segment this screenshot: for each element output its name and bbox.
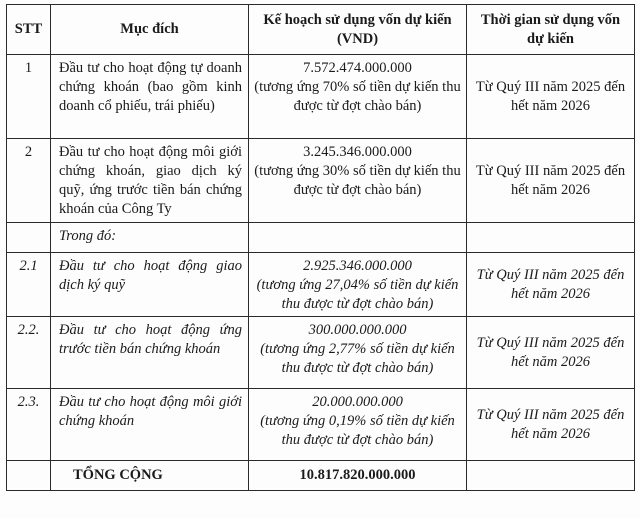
header-plan: Kế hoạch sử dụng vốn dự kiến (VND)	[249, 5, 467, 55]
row-plan	[249, 55, 467, 139]
row-amount: 20.000.000.000	[312, 394, 403, 410]
table-row	[7, 139, 635, 223]
row-amount: 7.572.474.000.000	[303, 60, 412, 76]
total-stt	[7, 461, 51, 491]
row-time: Từ Quý III năm 2025 đến hết năm 2026	[467, 139, 635, 223]
row-note: (tương ứng 70% số tiền dự kiến thu được từ đợt chào bán)	[254, 79, 461, 114]
total-time	[467, 461, 635, 491]
total-label: TỔNG CỘNG	[51, 461, 249, 491]
row-stt: 2.2.	[7, 317, 51, 389]
table-row	[7, 253, 635, 317]
header-stt: STT	[7, 5, 51, 55]
header-time: Thời gian sử dụng vốn dự kiến	[467, 5, 635, 55]
row-note: (tương ứng 2,77% số tiền dự kiến thu được từ đợt chào bán)	[260, 341, 455, 376]
row-stt: 2	[7, 139, 51, 223]
capital-usage-table	[6, 4, 635, 491]
row-stt	[7, 223, 51, 253]
row-amount: 3.245.346.000.000	[303, 144, 412, 160]
table-row	[7, 223, 635, 253]
row-purpose: Đầu tư cho hoạt động ứng trước tiền bán chứng khoán	[51, 317, 249, 389]
row-stt: 2.3.	[7, 389, 51, 461]
row-plan	[249, 317, 467, 389]
row-purpose: Đầu tư cho hoạt động giao dịch ký quỹ	[51, 253, 249, 317]
total-row	[7, 461, 635, 491]
row-stt: 1	[7, 55, 51, 139]
row-note: (tương ứng 30% số tiền dự kiến thu được từ đợt chào bán)	[254, 163, 461, 198]
total-amount: 10.817.820.000.000	[249, 461, 467, 491]
row-note: (tương ứng 27,04% số tiền dự kiến thu được từ đợt chào bán)	[256, 277, 459, 312]
row-note: (tương ứng 0,19% số tiền dự kiến thu được từ đợt chào bán)	[260, 413, 455, 448]
row-time: Từ Quý III năm 2025 đến hết năm 2026	[467, 55, 635, 139]
header-purpose: Mục đích	[51, 5, 249, 55]
row-time: Từ Quý III năm 2025 đến hết năm 2026	[467, 253, 635, 317]
row-purpose: Đầu tư cho hoạt động tự doanh chứng khoán (bao gồm kinh doanh cổ phiếu, trái phiếu)	[51, 55, 249, 139]
row-time: Từ Quý III năm 2025 đến hết năm 2026	[467, 389, 635, 461]
row-plan	[249, 139, 467, 223]
row-time	[467, 223, 635, 253]
row-purpose: Đầu tư cho hoạt động môi giới chứng khoán, giao dịch ký quỹ, ứng trước tiền bán chứng khoán của Công Ty	[51, 139, 249, 223]
row-plan	[249, 223, 467, 253]
table-row	[7, 389, 635, 461]
row-plan	[249, 253, 467, 317]
row-stt: 2.1	[7, 253, 51, 317]
row-time: Từ Quý III năm 2025 đến hết năm 2026	[467, 317, 635, 389]
row-plan	[249, 389, 467, 461]
table-row	[7, 55, 635, 139]
row-purpose: Trong đó:	[51, 223, 249, 253]
row-purpose: Đầu tư cho hoạt động môi giới chứng khoán	[51, 389, 249, 461]
row-amount: 2.925.346.000.000	[303, 258, 412, 274]
table-row	[7, 317, 635, 389]
table-header-row	[7, 5, 635, 55]
row-amount: 300.000.000.000	[308, 322, 407, 338]
